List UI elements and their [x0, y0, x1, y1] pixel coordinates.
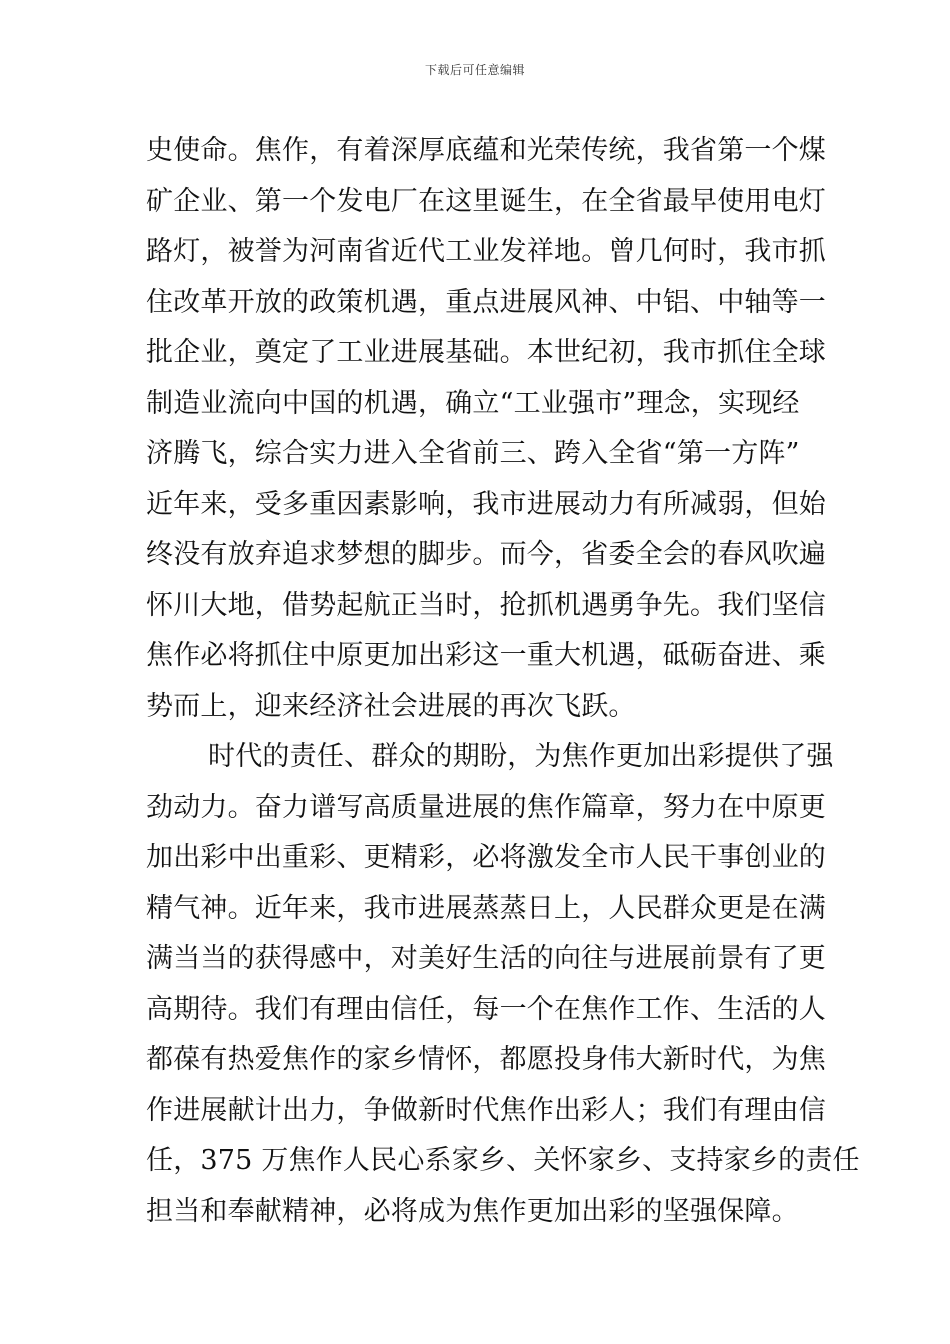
text-line: 矿企业、第一个发电厂在这里诞生，在全省最早使用电灯: [146, 185, 826, 217]
text-line: 住改革开放的政策机遇，重点进展风神、中铝、中轴等一: [146, 286, 826, 318]
text-line: 近年来，受多重因素影响，我市进展动力有所减弱，但始: [146, 488, 826, 520]
page-header: 下载后可任意编辑: [424, 63, 525, 77]
text-line: 精气神。近年来，我市进展蒸蒸日上，人民群众更是在满: [146, 892, 826, 924]
text-line: 时代的责任、群众的期盼，为焦作更加出彩提供了强: [208, 741, 834, 772]
text-line: 加出彩中出重彩、更精彩，必将激发全市人民干事创业的: [146, 842, 826, 873]
text-line: 任，375 万焦作人民心系家乡、关怀家乡、支持家乡的责任: [146, 1145, 860, 1176]
text-line: 史使命。焦作，有着深厚底蕴和光荣传统，我省第一个煤: [146, 135, 826, 166]
text-line: 担当和奉献精神，必将成为焦作更加出彩的坚强保障。: [146, 1195, 799, 1227]
text-line: 都葆有热爱焦作的家乡情怀，都愿投身伟大新时代，为焦: [146, 1044, 826, 1075]
paragraph-1: [146, 126, 826, 732]
text-line: 满当当的获得感中，对美好生活的向往与进展前景有了更: [146, 943, 826, 974]
text-line: 作进展献计出力，争做新时代焦作出彩人；我们有理由信: [146, 1094, 826, 1126]
text-line: 劲动力。奋力谱写高质量进展的焦作篇章，努力在中原更: [146, 791, 826, 823]
text-line: 终没有放弃追求梦想的脚步。而今，省委全会的春风吹遍: [146, 539, 826, 570]
paragraph-2: [146, 732, 860, 1237]
text-line: 势而上，迎来经济社会进展的再次飞跃。: [146, 690, 636, 722]
text-line: 焦作必将抓住中原更加出彩这一重大机遇，砥砺奋进、乘: [146, 640, 826, 671]
text-line: 高期待。我们有理由信任，每一个在焦作工作、生活的人: [146, 993, 826, 1025]
text-line: 批企业，奠定了工业进展基础。本世纪初，我市抓住全球: [146, 337, 826, 368]
text-line: 济腾飞，综合实力进入全省前三、跨入全省“第一方阵”: [146, 438, 800, 469]
document-body: [146, 126, 860, 1237]
text-line: 制造业流向中国的机遇，确立“工业强市”理念，实现经: [146, 387, 800, 419]
text-line: 路灯，被誉为河南省近代工业发祥地。曾几何时，我市抓: [146, 236, 826, 267]
text-line: 怀川大地，借势起航正当时，抢抓机遇勇争先。我们坚信: [146, 589, 826, 621]
